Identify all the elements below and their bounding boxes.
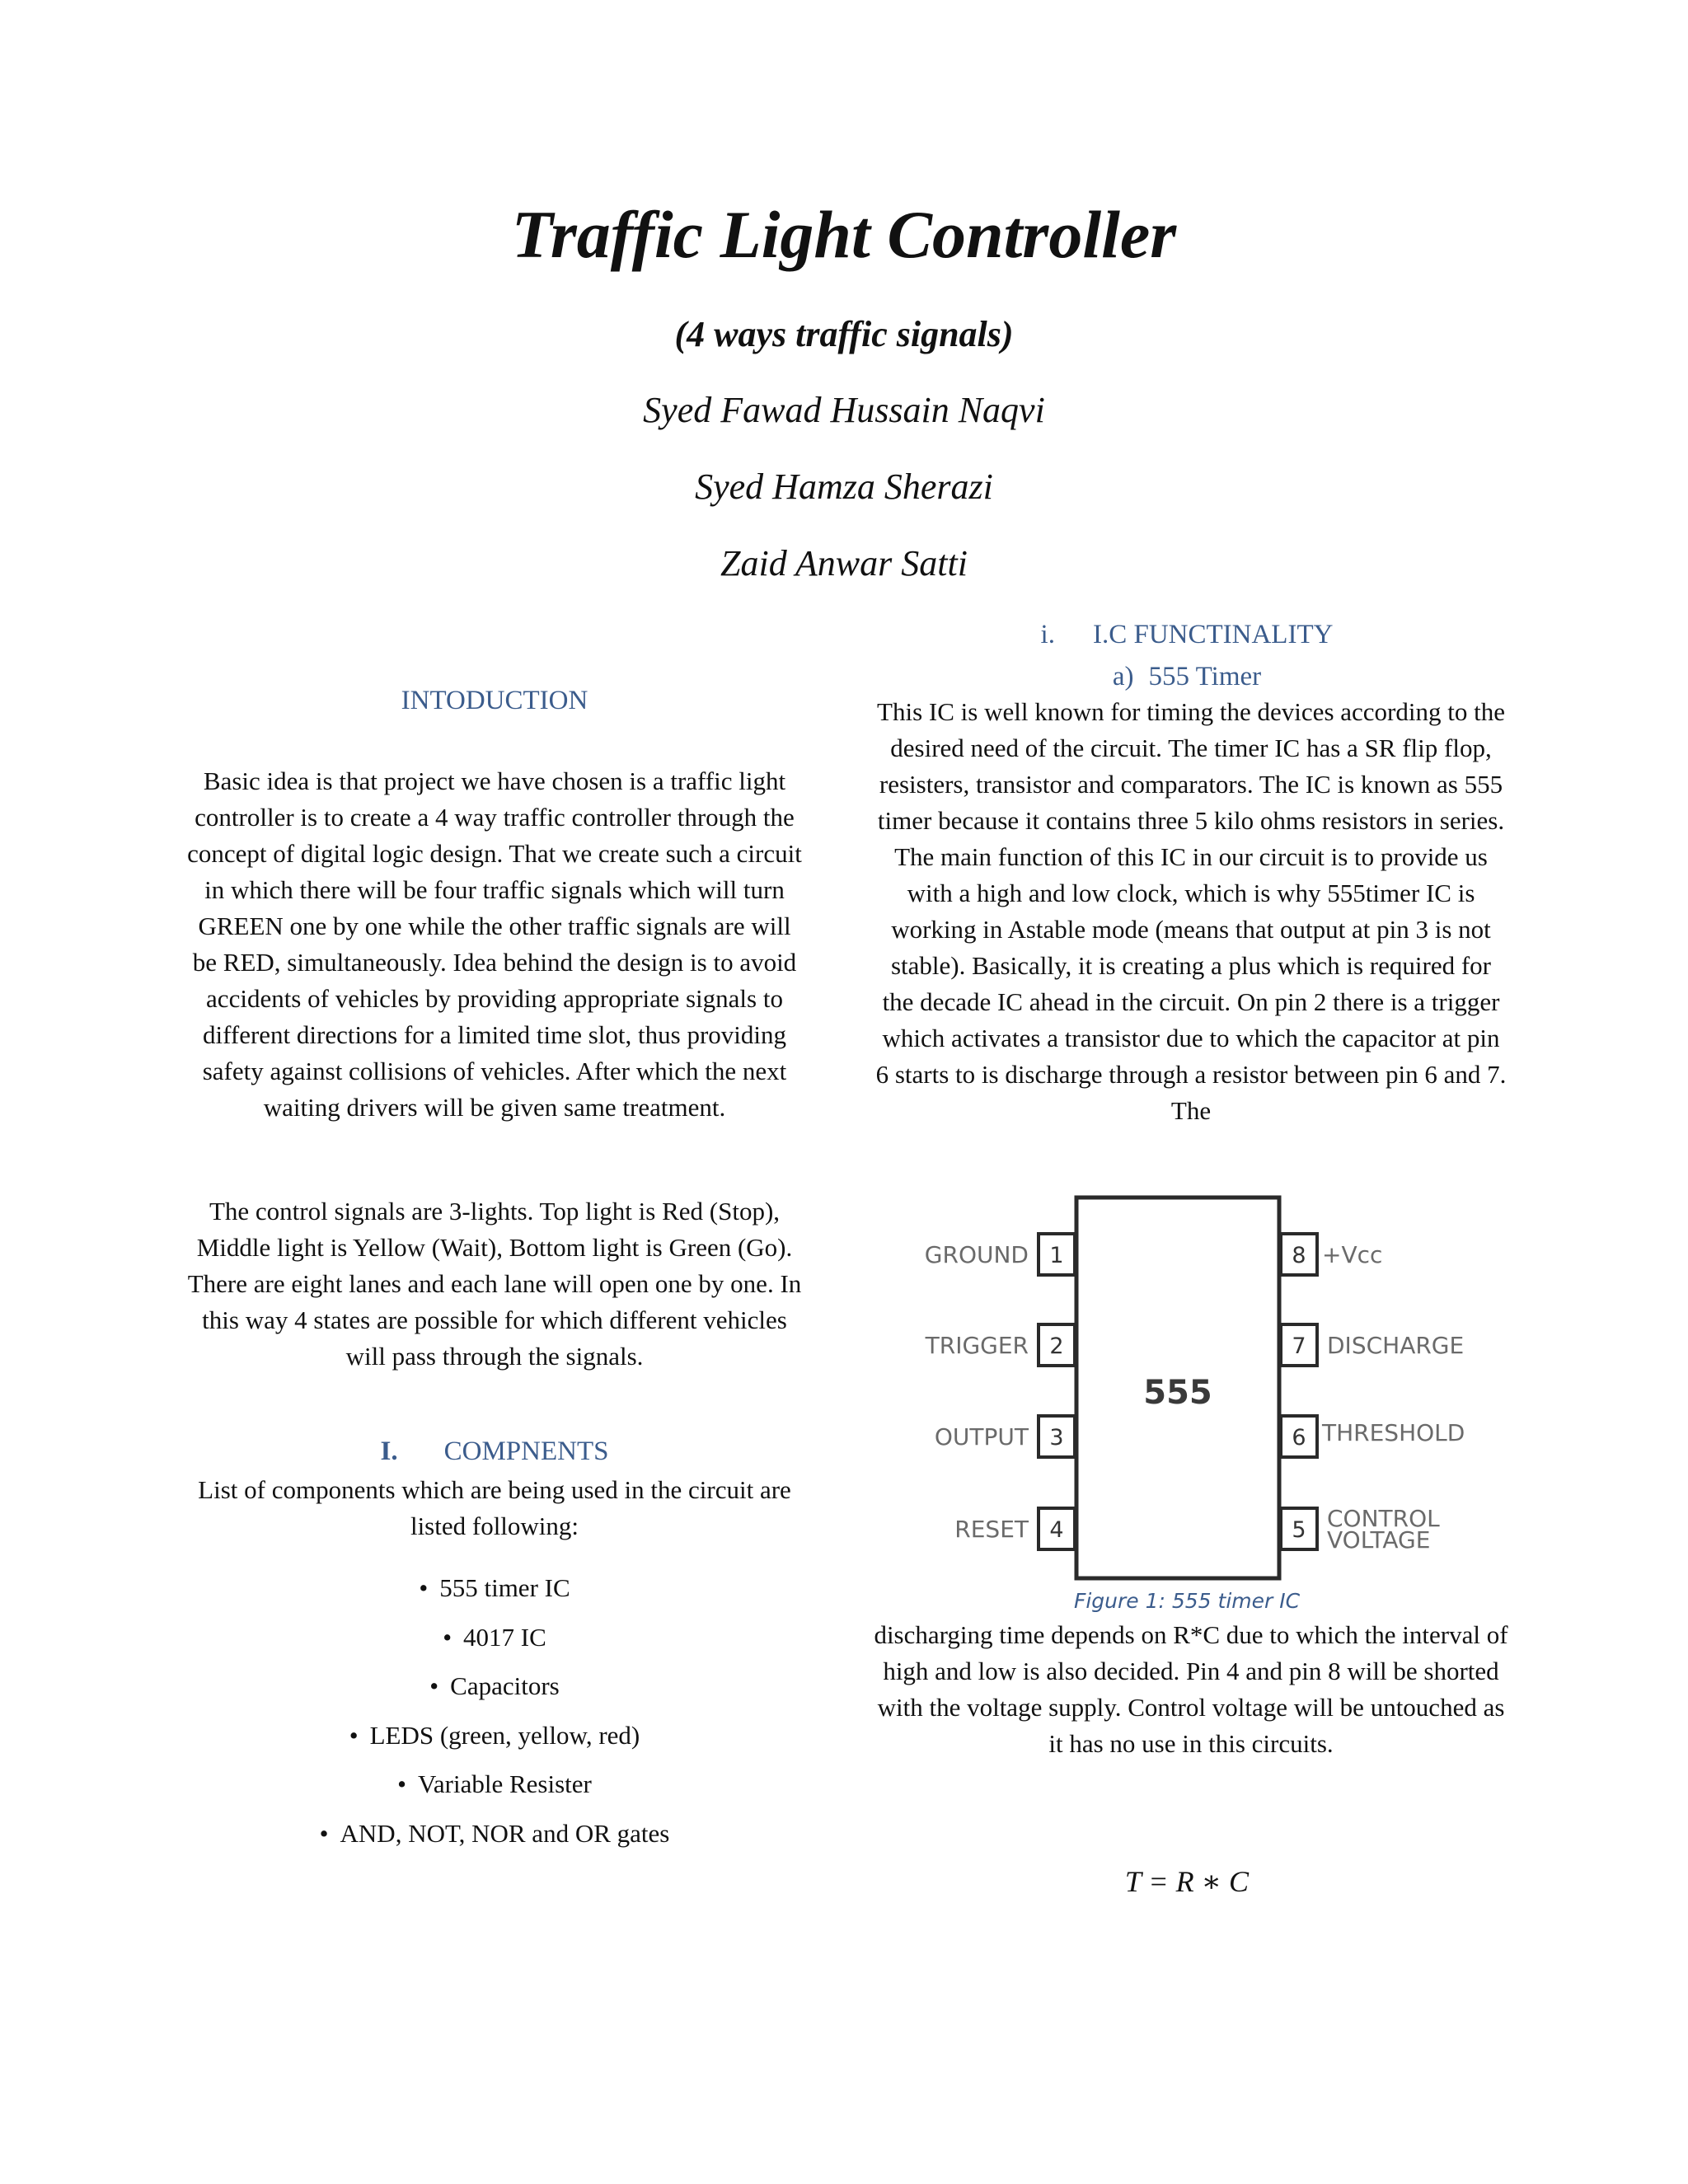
section-title: COMPNENTS [443, 1436, 609, 1466]
ic-555-pinout-diagram [915, 1195, 1492, 1595]
list-item: • Capacitors [185, 1668, 804, 1718]
pin-label: CONTROL [1327, 1505, 1440, 1532]
components-heading [185, 1436, 804, 1467]
pin-number: 7 [1292, 1333, 1306, 1359]
section-number: i. [1040, 620, 1055, 649]
list-item: • 4017 IC [185, 1619, 804, 1669]
figure-caption: Figure 1: 555 timer IC [1073, 1589, 1301, 1613]
subsection-title: 555 Timer [1148, 662, 1262, 691]
pin-number: 1 [1049, 1243, 1064, 1268]
author-name: Zaid Anwar Satti [720, 543, 968, 583]
chip-label: 555 [1143, 1374, 1212, 1412]
introduction-heading: INTODUCTION [401, 686, 588, 715]
formula: T = R ∗ C [1124, 1865, 1250, 1898]
ic-functionality-heading [865, 620, 1508, 650]
pin-label: DISCHARGE [1327, 1332, 1465, 1359]
pin-label: GROUND [924, 1241, 1029, 1268]
introduction-paragraph: Basic idea is that project we have chosen is a traffic light controller is to create a 4 way traffic controller through the concept of digital logic design. That we create such a circuit in which there will be four traffic signals which will turn GREEN one by one while the other traffic signals are will be RED, simultaneously. Idea behind the design is to avoid accidents of vehicles by providing appropriate signals to different directions for a limited time slot, thus providing safety against collisions of vehicles. After which the next waiting drivers will be given same treatment. [187, 766, 802, 1122]
author-name: Syed Fawad Hussain Naqvi [643, 390, 1045, 430]
pin-number: 5 [1292, 1517, 1306, 1543]
introduction-paragraph: The control signals are 3-lights. Top light is Red (Stop), Middle light is Yellow (Wait), Bottom light is Green (Go). There are eight lanes and each lane will open one by one. In this way 4 states are possible for which different vehicles will pass through the signals. [187, 1197, 802, 1371]
pin-label: OUTPUT [934, 1423, 1029, 1451]
section-number: I. [380, 1436, 398, 1466]
pin-label: RESET [954, 1516, 1029, 1543]
subsection-number: a) [1112, 662, 1134, 691]
list-item: • LEDS (green, yellow, red) [185, 1718, 804, 1767]
pin-label: VOLTAGE [1327, 1526, 1431, 1554]
pin-label: +Vcc [1322, 1241, 1383, 1268]
list-item: • 555 timer IC [185, 1570, 804, 1619]
pin-label: TRIGGER [925, 1332, 1029, 1359]
pin-number: 3 [1049, 1425, 1064, 1451]
paper-subtitle: (4 ways traffic signals) [674, 314, 1014, 354]
pin-label: THRESHOLD [1322, 1419, 1465, 1446]
author-name: Syed Hamza Sherazi [695, 466, 993, 507]
pin-number: 2 [1049, 1333, 1064, 1359]
ic-paragraph: This IC is well known for timing the devices according to the desired need of the circuit. The timer IC has a SR flip flop, resisters, transistor and comparators. The IC is known as 555 timer because it contains three 5 kilo ohms resistors in series. The main function of this IC in our circuit is to provide us with a high and low clock, which is why 555timer IC is working in Astable mode (means that output at pin 3 is not stable). Basically, it is creating a plus which is required for the decade IC ahead in the circuit. On pin 2 there is a trigger which activates a transistor due to which the capacitor at pin 6 starts to is discharge through a resistor between pin 6 and 7. The [875, 697, 1507, 1125]
timer-subheading [865, 662, 1508, 692]
list-item: • Variable Resister [185, 1766, 804, 1816]
pin-number: 8 [1292, 1243, 1306, 1268]
components-list [185, 1570, 804, 1864]
ic-paragraph: discharging time depends on R*C due to which the interval of high and low is also decided. Pin 4 and pin 8 will be shorted with the voltage supply. Control voltage will be untouched as it has no use in this circuits. [874, 1620, 1508, 1758]
list-item: • AND, NOT, NOR and OR gates [185, 1816, 804, 1865]
paper-title: Traffic Light Controller [511, 197, 1177, 272]
pin-number: 4 [1049, 1517, 1064, 1543]
section-title: I.C FUNCTINALITY [1092, 620, 1334, 649]
components-intro: List of components which are being used in the circuit are listed following: [198, 1475, 791, 1540]
pin-number: 6 [1292, 1425, 1306, 1451]
